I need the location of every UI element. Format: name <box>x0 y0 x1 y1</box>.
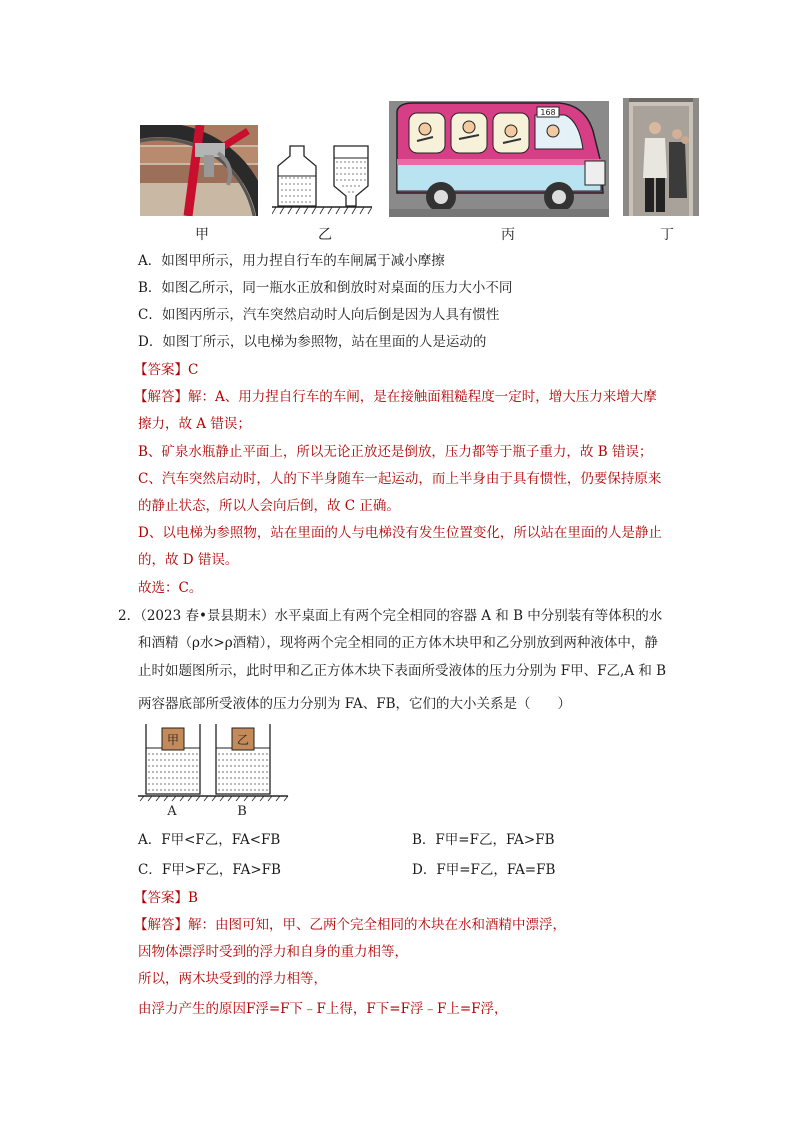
block-a-label: 甲 <box>166 733 180 747</box>
q1-answer: 【答案】C <box>134 362 199 378</box>
q1-analysis-line: B、矿泉水瓶静止平面上，所以无论正放还是倒放，压力都等于瓶子重力，故 B 错误； <box>138 444 653 460</box>
containers-diagram <box>138 720 290 820</box>
q2-stem-line: 2．（2023 春•景县期末）水平桌面上有两个完全相同的容器 A 和 B 中分别装有等体积的水 <box>118 608 663 624</box>
q2-option-c: C．F甲>F乙，FA>FB <box>138 862 281 878</box>
bottles-diagram <box>272 140 372 216</box>
q2-stem-line: 两容器底部所受液体的压力分别为 FA、FB，它们的大小关系是（ ） <box>138 696 572 712</box>
q1-analysis-line: D、以电梯为参照物，站在里面的人与电梯没有发生位置变化，所以站在里面的人是静止 <box>138 525 662 541</box>
q1-option-c: C．如图丙所示，汽车突然启动时人向后倒是因为人具有惯性 <box>138 307 500 323</box>
q1-option-b: B．如图乙所示，同一瓶水正放和倒放时对桌面的压力大小不同 <box>138 280 513 296</box>
bicycle-brake-photo <box>140 125 258 216</box>
q1-option-d: D．如图丁所示，以电梯为参照物，站在里面的人是运动的 <box>138 334 487 350</box>
q2-analysis-line: 所以，两木块受到的浮力相等， <box>138 971 327 987</box>
q2-analysis-line: 【解答】解：由图可知，甲、乙两个完全相同的木块在水和酒精中漂浮， <box>134 917 566 933</box>
q1-analysis-line: 的静止状态，所以人会向后倒，故 C 正确。 <box>138 498 400 514</box>
q1-analysis-line: 的，故 D 错误。 <box>138 552 239 568</box>
figure-label-bing: 丙 <box>501 227 515 243</box>
q1-option-a: A．如图甲所示，用力捏自行车的车闸属于减小摩擦 <box>138 253 445 269</box>
block-b-label: 乙 <box>236 733 250 747</box>
q1-analysis-line: 故选：C。 <box>138 580 203 596</box>
q2-option-b: B．F甲=F乙，FA>FB <box>412 832 555 848</box>
q2-analysis-line: 由浮力产生的原因F浮=F下﹣F上得，F下=F浮﹣F上=F浮， <box>138 1001 508 1017</box>
q2-analysis-line: 因物体漂浮时受到的浮力和自身的重力相等， <box>138 944 408 960</box>
q2-option-d: D．F甲=F乙，FA=FB <box>412 862 556 878</box>
bus-cartoon <box>389 101 609 217</box>
figure-label-jia: 甲 <box>195 227 209 243</box>
figure-label-yi: 乙 <box>318 227 332 243</box>
bus-plate-number: 168 <box>540 108 556 117</box>
q2-stem-line: 止时如题图所示，此时甲和乙正方体木块下表面所受液体的压力分别为 F甲、F乙,A 和 B <box>138 663 667 679</box>
elevator-photo <box>623 98 699 216</box>
container-b-label: B <box>237 804 247 819</box>
q1-analysis-line: 【解答】解：A、用力捏自行车的车闸，是在接触面粗糙程度一定时，增大压力来增大摩 <box>134 389 657 405</box>
q2-stem-line: 和酒精（ρ水>ρ酒精），现将两个完全相同的正方体木块甲和乙分别放到两种液体中，静 <box>138 635 658 651</box>
q2-option-a: A．F甲<F乙，FA<FB <box>138 832 281 848</box>
figure-label-ding: 丁 <box>660 227 674 243</box>
q1-analysis-line: C、汽车突然启动时，人的下半身随车一起运动，而上半身由于具有惯性，仍要保持原来 <box>138 471 662 487</box>
q2-answer: 【答案】B <box>134 890 198 906</box>
q1-analysis-line: 擦力，故 A 错误； <box>138 416 251 432</box>
container-a-label: A <box>167 804 177 819</box>
